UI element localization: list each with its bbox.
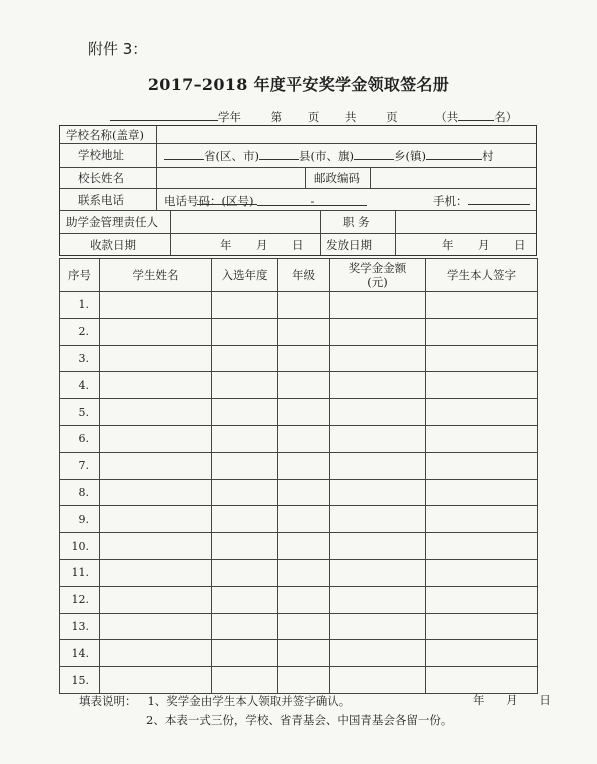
province-blank[interactable]: [164, 147, 204, 160]
attachment-label: 附件 3：: [88, 40, 148, 58]
signature-table: [59, 258, 538, 694]
table-row: [60, 640, 538, 667]
table-row: [60, 452, 538, 479]
cell-grade[interactable]: [278, 640, 330, 667]
cell-name[interactable]: [100, 399, 212, 426]
cell-year[interactable]: [212, 345, 278, 372]
receive-date-label: 收款日期: [90, 238, 136, 252]
table-row: [60, 586, 538, 613]
row-index: 8.: [60, 479, 100, 506]
xuenian-label: 学年: [218, 110, 241, 124]
cell-signature[interactable]: [426, 399, 538, 426]
receive-date-year: 年: [220, 238, 232, 252]
row-index: 7.: [60, 452, 100, 479]
cell-name[interactable]: [100, 533, 212, 560]
receive-date-day: 日: [292, 238, 304, 252]
table-row: [60, 425, 538, 452]
issue-date-day: 日: [514, 238, 526, 252]
cell-name[interactable]: [100, 559, 212, 586]
cell-grade[interactable]: [278, 506, 330, 533]
cell-name[interactable]: [100, 345, 212, 372]
cell-amount[interactable]: [330, 613, 426, 640]
cell-grade[interactable]: [278, 425, 330, 452]
cell-grade[interactable]: [278, 586, 330, 613]
school-name-label: 学校名称(盖章): [66, 128, 144, 142]
bottom-date-month: 月: [506, 693, 518, 707]
dash: -: [310, 194, 315, 208]
cell-grade[interactable]: [278, 479, 330, 506]
cell-amount[interactable]: [330, 372, 426, 399]
position-label: 职 务: [343, 215, 370, 229]
col-header-year: 入选年度: [212, 259, 278, 292]
cell-signature[interactable]: [426, 559, 538, 586]
address-line: [164, 147, 493, 164]
cell-name[interactable]: [100, 613, 212, 640]
cell-grade[interactable]: [278, 559, 330, 586]
cell-year[interactable]: [212, 399, 278, 426]
cell-year[interactable]: [212, 533, 278, 560]
table-row: [60, 533, 538, 560]
mobile-line: [433, 192, 530, 209]
cell-amount[interactable]: [330, 533, 426, 560]
cell-signature[interactable]: [426, 345, 538, 372]
cell-grade[interactable]: [278, 667, 330, 694]
cell-amount[interactable]: [330, 640, 426, 667]
cell-amount[interactable]: [330, 345, 426, 372]
cell-signature[interactable]: [426, 318, 538, 345]
school-address-label: 学校地址: [78, 148, 124, 162]
page-title: 2017–2018 年度平安奖学金领取签名册: [147, 75, 450, 94]
col-header-index: 序号: [60, 259, 100, 292]
cell-amount[interactable]: [330, 506, 426, 533]
ye1-label: 页: [307, 110, 320, 124]
notes-label: 填表说明：: [79, 694, 137, 708]
table-row: [60, 399, 538, 426]
meta-line: [110, 108, 517, 125]
table-row: [60, 292, 538, 319]
cell-name[interactable]: [100, 372, 212, 399]
row-index: 4.: [60, 372, 100, 399]
ye2-label: 页: [386, 110, 398, 124]
cell-year[interactable]: [212, 425, 278, 452]
village-blank[interactable]: [426, 147, 482, 160]
row-index: 13.: [60, 613, 100, 640]
cell-name[interactable]: [100, 425, 212, 452]
cell-signature[interactable]: [426, 425, 538, 452]
cell-name[interactable]: [100, 318, 212, 345]
row-index: 15.: [60, 667, 100, 694]
sheng-label: 省(区、市): [204, 149, 259, 163]
cell-amount[interactable]: [330, 292, 426, 319]
cell-signature[interactable]: [426, 533, 538, 560]
row-index: 14.: [60, 640, 100, 667]
cell-amount[interactable]: [330, 667, 426, 694]
col-header-name: 学生姓名: [100, 259, 212, 292]
phone-number-label: 电话号码：(区号): [164, 194, 254, 208]
row-index: 10.: [60, 533, 100, 560]
row-index: 2.: [60, 318, 100, 345]
row-index: 5.: [60, 399, 100, 426]
fill-instructions: [79, 692, 452, 730]
table-row: [60, 613, 538, 640]
col-header-signature: 学生本人签字: [426, 259, 538, 292]
row-index: 11.: [60, 559, 100, 586]
receive-date-month: 月: [256, 238, 268, 252]
bottom-date: [473, 692, 551, 708]
cell-grade[interactable]: [278, 292, 330, 319]
cell-amount[interactable]: [330, 586, 426, 613]
notes-line1: 1、奖学金由学生本人领取并签字确认。: [147, 694, 351, 708]
cell-year[interactable]: [212, 667, 278, 694]
xiang-label: 乡(镇): [393, 149, 426, 163]
cell-signature[interactable]: [426, 372, 538, 399]
di-label: 第: [270, 110, 283, 124]
county-blank[interactable]: [259, 147, 299, 160]
table-row: [60, 318, 538, 345]
principal-label: 校长姓名: [78, 171, 124, 185]
cell-year[interactable]: [212, 559, 278, 586]
cell-signature[interactable]: [426, 506, 538, 533]
count-blank[interactable]: [458, 108, 494, 121]
cell-amount[interactable]: [330, 479, 426, 506]
cell-year[interactable]: [212, 452, 278, 479]
cell-name[interactable]: [100, 479, 212, 506]
table-row: [60, 667, 538, 694]
table-row: [60, 559, 538, 586]
phone-blank[interactable]: [257, 193, 367, 206]
cell-grade[interactable]: [278, 399, 330, 426]
cell-name[interactable]: [100, 640, 212, 667]
row-index: 1.: [60, 292, 100, 319]
cell-signature[interactable]: [426, 667, 538, 694]
cell-grade[interactable]: [278, 533, 330, 560]
cell-signature[interactable]: [426, 479, 538, 506]
cell-grade[interactable]: [278, 613, 330, 640]
issue-date-label: 发放日期: [326, 238, 372, 252]
table-row: [60, 345, 538, 372]
cell-year[interactable]: [212, 586, 278, 613]
gong-open-label: （共: [435, 110, 459, 124]
bottom-date-day: 日: [539, 693, 551, 707]
col-header-amount: 奖学金金额 (元): [330, 259, 426, 292]
cell-year[interactable]: [212, 613, 278, 640]
cun-label: 村: [481, 149, 494, 163]
gong-label: 共: [344, 110, 357, 124]
town-blank[interactable]: [354, 147, 394, 160]
cell-signature[interactable]: [426, 586, 538, 613]
notes-line2: 2、本表一式三份，学校、省青基会、中国青基会各留一份。: [146, 713, 453, 727]
row-index: 3.: [60, 345, 100, 372]
cell-signature[interactable]: [426, 613, 538, 640]
school-info-block: [59, 125, 537, 256]
cell-name[interactable]: [100, 292, 212, 319]
row-index: 6.: [60, 425, 100, 452]
cell-signature[interactable]: [426, 452, 538, 479]
cell-amount[interactable]: [330, 318, 426, 345]
cell-year[interactable]: [212, 372, 278, 399]
xian-label: 县(市、旗): [298, 149, 354, 163]
table-header-row: [60, 259, 538, 292]
cell-year[interactable]: [212, 318, 278, 345]
cell-name[interactable]: [100, 506, 212, 533]
mobile-blank[interactable]: [468, 192, 530, 205]
cell-signature[interactable]: [426, 292, 538, 319]
cell-year[interactable]: [212, 479, 278, 506]
cell-grade[interactable]: [278, 372, 330, 399]
table-row: [60, 506, 538, 533]
area-code-blank[interactable]: [197, 192, 257, 205]
cell-amount[interactable]: [330, 559, 426, 586]
cell-name[interactable]: [100, 452, 212, 479]
cell-grade[interactable]: [278, 452, 330, 479]
cell-grade[interactable]: [278, 345, 330, 372]
phone-label: 联系电话: [78, 193, 124, 207]
bottom-date-year: 年: [473, 693, 485, 707]
postcode-label: 邮政编码: [314, 171, 360, 185]
cell-amount[interactable]: [330, 452, 426, 479]
cell-amount[interactable]: [330, 399, 426, 426]
cell-name[interactable]: [100, 667, 212, 694]
issue-date-month: 月: [478, 238, 490, 252]
table-row: [60, 372, 538, 399]
cell-name[interactable]: [100, 586, 212, 613]
issue-date-year: 年: [442, 238, 454, 252]
table-row: [60, 479, 538, 506]
cell-year[interactable]: [212, 292, 278, 319]
mobile-label: 手机：: [433, 194, 468, 208]
ming-close-label: 名）: [494, 110, 518, 124]
row-index: 12.: [60, 586, 100, 613]
school-year-blank[interactable]: [110, 108, 218, 121]
cell-amount[interactable]: [330, 425, 426, 452]
cell-grade[interactable]: [278, 318, 330, 345]
col-header-grade: 年级: [278, 259, 330, 292]
cell-year[interactable]: [212, 640, 278, 667]
manager-label: 助学金管理责任人: [66, 215, 158, 229]
cell-signature[interactable]: [426, 640, 538, 667]
phone-line: [164, 192, 367, 209]
cell-year[interactable]: [212, 506, 278, 533]
row-index: 9.: [60, 506, 100, 533]
